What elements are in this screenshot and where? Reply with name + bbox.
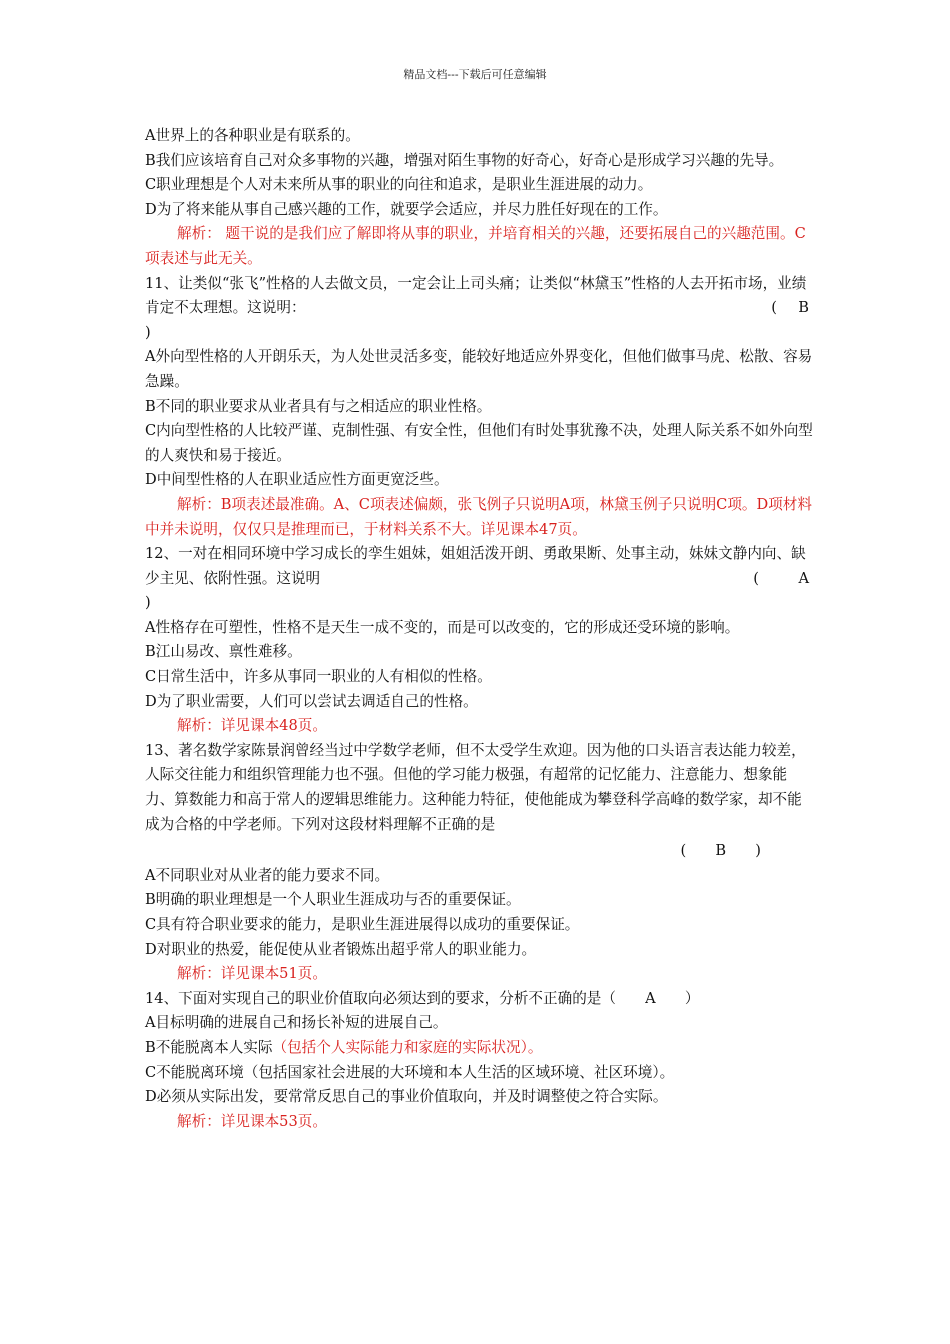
q12-analysis: 解析：详见课本48页。 <box>177 717 327 735</box>
q11-stem: 11、让类似“张飞”性格的人去做文员，一定会让上司头痛；让类似“林黛玉”性格的人去开拓市场，业绩肯定不太理想。这说明： <box>145 274 807 317</box>
q14-option-b-text: B不能脱离本人实际 <box>145 1038 273 1056</box>
q13-option-c: C具有符合职业要求的能力，是职业生涯进展得以成功的重要保证。 <box>145 916 580 933</box>
document-body <box>145 124 813 1134</box>
q11-option-b: B不同的职业要求从业者具有与之相适应的职业性格。 <box>145 397 492 415</box>
q14-option-d: D必须从实际出发，要常常反思自己的事业价值取向，并及时调整使之符合实际。 <box>145 1088 668 1106</box>
q12-option-d: D为了职业需要，人们可以尝试去调适自己的性格。 <box>145 692 478 710</box>
q12-answer-close: ) <box>145 594 151 612</box>
q12-stem: 12、一对在相同环境中学习成长的孪生姐妹，姐姐活泼开朗、勇敢果断、处事主动，妹妹文静内向、缺少主见、依附性强。这说明 <box>145 545 806 587</box>
q13-option-b: B明确的职业理想是一个人职业生涯成功与否的重要保证。 <box>145 891 521 909</box>
q11-answer-open: ( <box>771 299 777 317</box>
q13-analysis: 解析：详见课本51页。 <box>177 965 327 983</box>
q11-option-a: A外向型性格的人开朗乐天，为人处世灵活多变，能较好地适应外界变化，但他们做事马虎、松散、容易急躁。 <box>145 348 813 390</box>
q11-option-d: D中间型性格的人在职业适应性方面更宽泛些。 <box>145 471 449 489</box>
q12-option-c: C日常生活中，许多从事同一职业的人有相似的性格。 <box>145 668 492 686</box>
q11-answer-close: ) <box>145 323 151 341</box>
q11-option-c: C内向型性格的人比较严谨、克制性强、有安全性，但他们有时处事犹豫不决，处理人际关系不如外向型的人爽快和易于接近。 <box>145 422 813 464</box>
q13-option-d: D对职业的热爱，能促使从业者锻炼出超乎常人的职业能力。 <box>145 940 537 958</box>
q12-option-a: A性格存在可塑性，性格不是天生一成不变的，而是可以改变的，它的形成还受环境的影响。 <box>145 618 740 636</box>
q10-analysis: 解析： 题干说的是我们应了解即将从事的职业，并培育相关的兴趣，还要拓展自己的兴趣范围。C项表述与此无关。 <box>145 225 806 267</box>
q14-option-a: A目标明确的进展自己和扬长补短的进展自己。 <box>145 1014 448 1032</box>
page-header: 精品文档---下载后可任意编辑 <box>403 68 547 81</box>
q10-option-b: B我们应该培育自己对众多事物的兴趣，增强对陌生事物的好奇心，好奇心是形成学习兴趣的先导。 <box>145 151 784 169</box>
q14-option-c: C不能脱离环境（包括国家社会进展的大环境和本人生活的区域环境、社区环境）。 <box>145 1063 675 1081</box>
q14-stem: 14、下面对实现自己的职业价值取向必须达到的要求，分析不正确的是（ A ） <box>145 989 700 1007</box>
q13-answer: ( B ) <box>680 842 761 860</box>
q10-option-a: A世界上的各种职业是有联系的。 <box>145 127 360 144</box>
q14-option-b <box>145 1036 813 1061</box>
q13-option-a: A不同职业对从业者的能力要求不同。 <box>145 866 390 884</box>
q11-answer-letter: B <box>798 299 809 317</box>
q14-analysis: 解析：详见课本53页。 <box>177 1112 327 1130</box>
q12-option-b: B江山易改、禀性难移。 <box>145 643 302 661</box>
q14-option-b-note: （包括个人实际能力和家庭的实际状况）。 <box>272 1038 543 1056</box>
q10-option-d: D为了将来能从事自己感兴趣的工作，就要学会适应，并尽力胜任好现在的工作。 <box>145 200 668 218</box>
q12-answer-open: ( <box>753 569 759 587</box>
q12-answer-letter: A <box>798 569 809 587</box>
q11-analysis: 解析：B项表述最准确。A、C项表述偏颇，张飞例子只说明A项，林黛玉例子只说明C项。D项材料中并未说明，仅仅只是推理而已，于材料关系不大。详见课本47页。 <box>145 495 812 538</box>
q13-stem: 13、著名数学家陈景润曾经当过中学数学老师，但不太受学生欢迎。因为他的口头语言表达能力较差，人际交往能力和组织管理能力也不强。但他的学习能力极强，有超常的记忆能力、注意能力、想象能力、算数能力和高于常人的逻辑思维能力。这种能力特征，使他能成为攀登科学高峰的数学家，却不能成为合格的中学老师。下列对这段材料理解不正确的是 <box>145 741 806 833</box>
q10-option-c: C职业理想是个人对未来所从事的职业的向往和追求，是职业生涯进展的动力。 <box>145 176 653 194</box>
